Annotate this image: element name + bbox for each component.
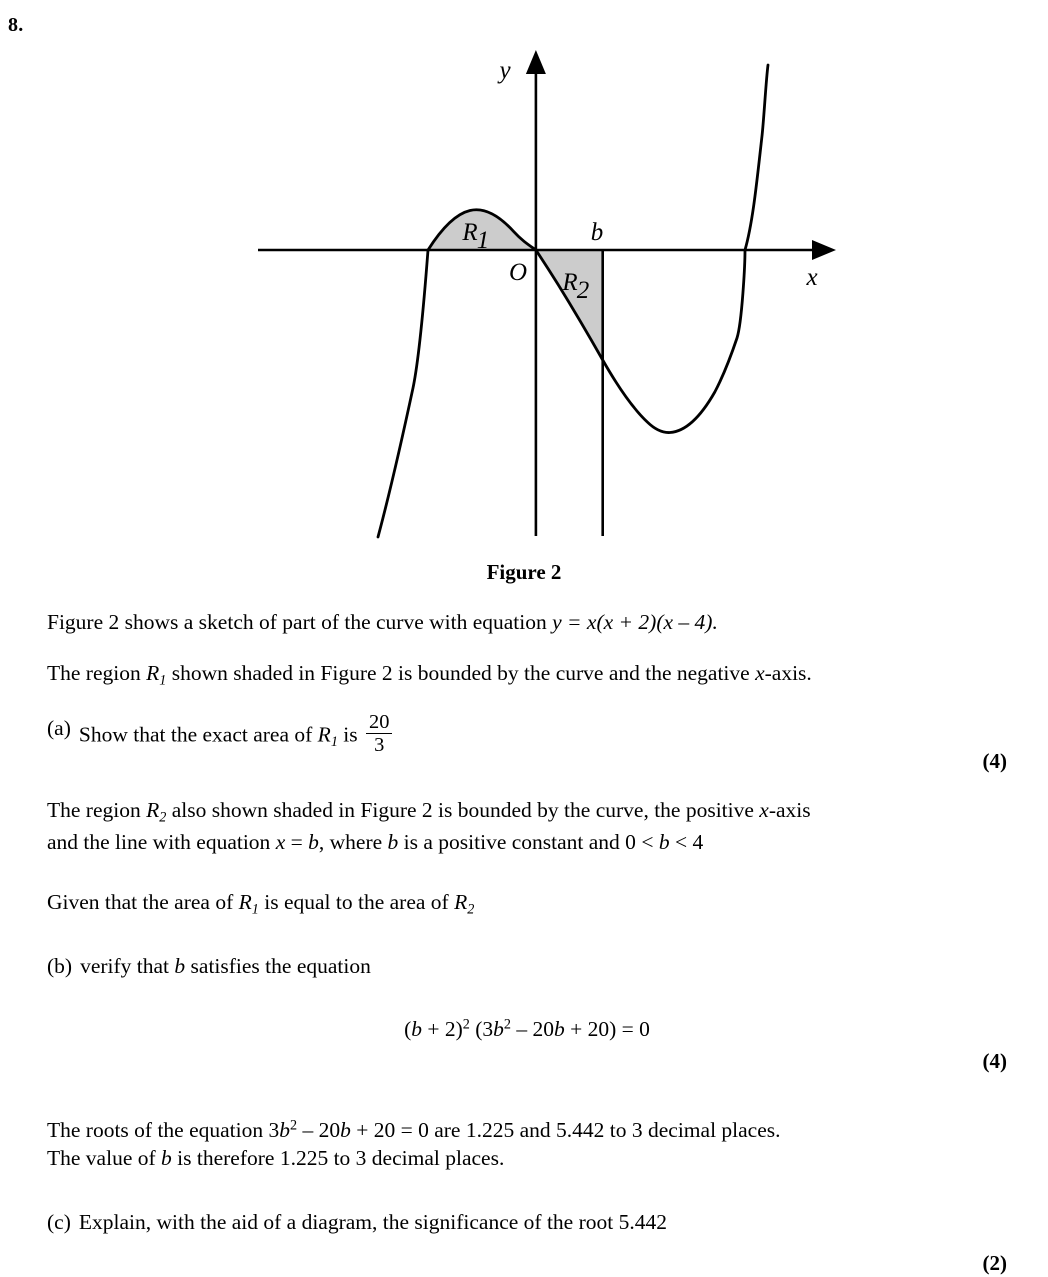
part-c-text: Explain, with the aid of a diagram, the significance of the root 5.442 xyxy=(78,1209,667,1234)
region2-line-text-a: and the line with equation xyxy=(47,829,276,854)
region2-line-b3: b xyxy=(658,829,670,854)
eq-tail: + 20) = 0 xyxy=(564,1016,650,1041)
svg-text:R: R xyxy=(462,219,478,246)
b-label: b xyxy=(590,219,604,246)
region2-line-text-d: 4 xyxy=(687,829,704,854)
svg-text:1: 1 xyxy=(476,227,490,254)
region2-less-than-1: < xyxy=(641,829,654,854)
eq-open-paren: ( xyxy=(404,1016,412,1041)
region2-symbol: R xyxy=(146,798,160,823)
region2-x-symbol: x xyxy=(759,798,769,823)
part-a-block xyxy=(47,710,1007,773)
eq-exponent-1: 2 xyxy=(462,1016,470,1033)
eq-plus-two: + 2) xyxy=(421,1016,463,1041)
region1-text-a: The region xyxy=(47,661,147,686)
figure-caption: Figure 2 xyxy=(486,560,562,584)
y-axis-label: y xyxy=(499,57,511,84)
intro-text: Figure 2 shows a sketch of part of the curve with equation xyxy=(47,610,553,634)
svg-text:2: 2 xyxy=(576,277,590,304)
eq-minus-twenty: – 20 xyxy=(511,1016,555,1041)
fraction-numerator: 20 xyxy=(369,710,390,733)
region2-line-eq: = xyxy=(285,829,309,854)
x-axis-label: x xyxy=(806,264,818,291)
part-b-block xyxy=(47,952,1007,1074)
eq-b-3: b xyxy=(554,1016,565,1041)
region2-line-text-c: is a positive constant and 0 xyxy=(398,829,642,854)
part-b-text-a: verify that xyxy=(80,954,175,979)
region2-line-b2: b xyxy=(387,829,399,854)
eq-b-1: b xyxy=(411,1016,422,1041)
given-r2-symbol: R xyxy=(454,889,468,914)
given-r1-symbol: R xyxy=(238,889,252,914)
given-text-a: Given that the area of xyxy=(47,889,239,914)
part-c-block xyxy=(47,1208,1007,1275)
roots-line2-a: The value of xyxy=(47,1146,162,1171)
fraction-twenty-thirds xyxy=(366,712,392,757)
given-text-b: is equal to the area of xyxy=(258,889,455,914)
given-paragraph xyxy=(47,888,1007,919)
region1-symbol: R xyxy=(146,661,160,686)
region1-x-symbol: x xyxy=(755,661,765,686)
given-r1-subscript: 1 xyxy=(251,901,259,918)
region2-text-b: also shown shaded in Figure 2 is bounded by the curve, the positive xyxy=(166,798,760,823)
part-b-text xyxy=(80,952,1007,980)
part-a-label: (a) xyxy=(47,715,71,740)
eq-b-2: b xyxy=(493,1016,504,1041)
fraction-denominator: 3 xyxy=(374,734,385,757)
part-a-subscript: 1 xyxy=(330,733,338,750)
part-b-marks: (4) xyxy=(982,1049,1007,1074)
region2-paragraph xyxy=(47,796,1007,856)
roots-exponent: 2 xyxy=(290,1117,298,1134)
part-b-equation xyxy=(47,1015,1007,1043)
part-a-marks: (4) xyxy=(982,748,1007,773)
origin-label: O xyxy=(508,259,528,286)
svg-text:R: R xyxy=(562,269,578,296)
roots-text-b: – 20 xyxy=(297,1117,341,1142)
eq-three: (3 xyxy=(469,1016,494,1041)
region2-line-b: b xyxy=(308,829,319,854)
part-c-label: (c) xyxy=(47,1209,71,1234)
region1-text-c: -axis. xyxy=(764,661,812,686)
region2-text-a: The region xyxy=(47,798,147,823)
part-b-label: (b) xyxy=(47,954,73,979)
y-axis-arrowhead xyxy=(526,50,546,74)
eq-exponent-2: 2 xyxy=(503,1016,512,1033)
roots-b-2: b xyxy=(340,1117,351,1142)
part-a-text xyxy=(78,710,1007,759)
roots-paragraph xyxy=(47,1116,1007,1173)
region2-subscript: 2 xyxy=(159,809,167,826)
part-a-region-symbol: R xyxy=(317,721,331,746)
x-axis-arrowhead xyxy=(812,240,836,260)
figure-graph xyxy=(0,40,1048,560)
question-number: 8. xyxy=(8,14,24,36)
region2-line-text-b: , where xyxy=(318,829,388,854)
given-r2-subscript: 2 xyxy=(467,901,475,918)
region2-text-c: -axis xyxy=(768,798,811,823)
intro-paragraph xyxy=(47,608,1007,636)
roots-text-a: The roots of the equation 3 xyxy=(47,1117,280,1142)
roots-line2-b: b xyxy=(161,1146,172,1171)
roots-b-1: b xyxy=(279,1117,291,1142)
part-a-text-a: Show that the exact area of xyxy=(78,721,318,746)
part-a-text-b: is xyxy=(337,721,363,746)
part-b-text-b: satisfies the equation xyxy=(185,954,371,979)
part-b-b-symbol: b xyxy=(174,954,186,979)
question-body xyxy=(47,608,1007,1275)
roots-text-c: + 20 = 0 are 1.225 and 5.442 to 3 decimal places. xyxy=(350,1117,781,1142)
part-c xyxy=(47,1208,1007,1236)
part-a xyxy=(47,710,1007,759)
part-c-marks: (2) xyxy=(982,1250,1007,1275)
curve-equation: y = x(x + 2)(x – 4). xyxy=(552,610,718,634)
roots-line2-c: is therefore 1.225 to 3 decimal places. xyxy=(171,1146,505,1171)
region1-subscript: 1 xyxy=(159,672,167,689)
region1-paragraph xyxy=(47,659,1007,690)
region2-line-x: x xyxy=(275,829,286,854)
part-b xyxy=(47,952,1007,980)
region1-text-b: shown shaded in Figure 2 is bounded by the curve and the negative xyxy=(166,661,756,686)
region2-less-than-2: < xyxy=(674,829,688,854)
cubic-curve-sketch xyxy=(0,40,1048,560)
